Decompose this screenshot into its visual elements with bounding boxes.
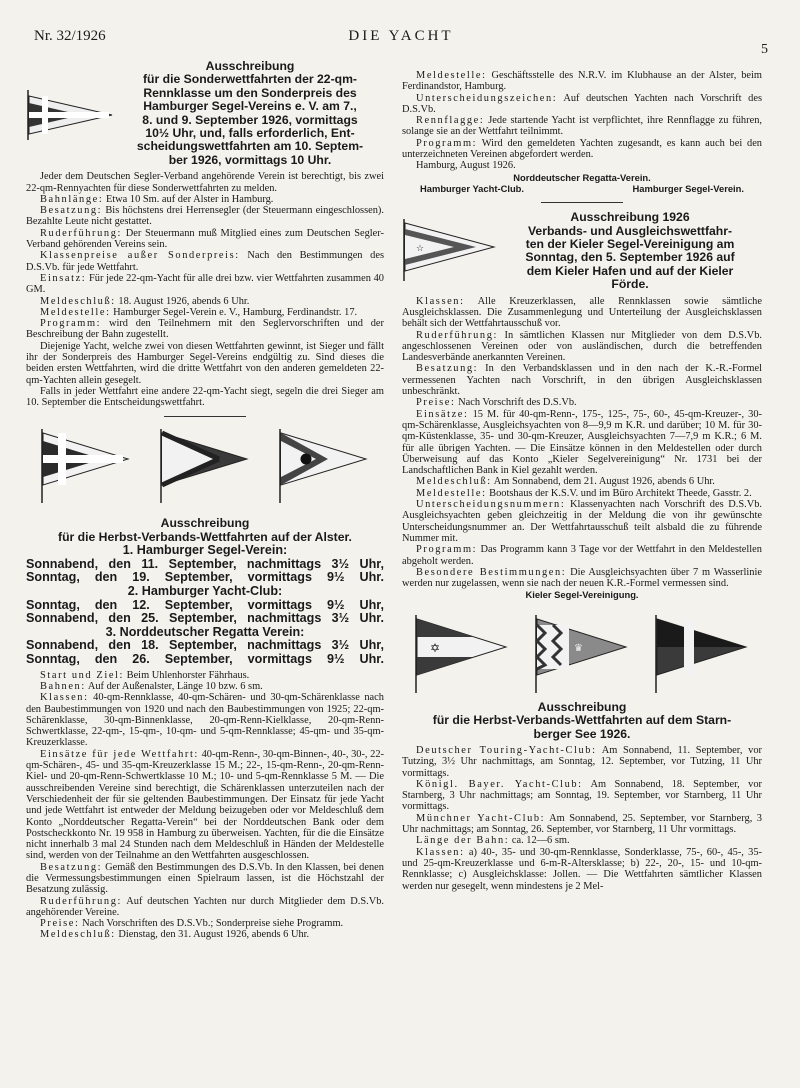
item-key: Münchner Yacht-Club: xyxy=(416,812,546,824)
item-key: Unterscheidungszeichen: xyxy=(416,92,558,104)
signature-row xyxy=(402,183,762,194)
signature-hsv: Hamburger Segel-Verein. xyxy=(632,182,744,194)
starnberg-heading-l1: für die Herbst-Verbands-Wettfahrten auf dem Starn- xyxy=(432,713,732,728)
r1-date: Hamburg, August 1926. xyxy=(416,160,516,172)
sonderwettfahrten-heading-block xyxy=(26,60,384,167)
item-key: Bahnlänge: xyxy=(40,193,104,205)
r1-item xyxy=(402,115,762,138)
ksv-item xyxy=(402,488,762,499)
sec2-item xyxy=(26,692,384,748)
sec2-item xyxy=(26,862,384,896)
issue-number: Nr. 32/1926 xyxy=(34,28,106,44)
sec2-item xyxy=(26,918,384,929)
sec1-item xyxy=(26,318,384,341)
svg-text:☆: ☆ xyxy=(416,244,425,255)
item-key: Deutscher Touring-Yacht-Club: xyxy=(416,744,597,756)
item-key: Ruderführung: xyxy=(40,895,122,907)
item-value: Auf der Außenalster, Länge 10 bzw. 6 sm. xyxy=(87,680,263,692)
item-key: Programm: xyxy=(40,318,102,330)
sec2-item xyxy=(26,681,384,692)
sec1-heading-l4: 8. und 9. September 1926, vormittags xyxy=(142,112,358,127)
sec1-rules: Diejenige Yacht, welche zwei von diesen Wettfahrten gewinnt, ist Sieger und fällt ihr der Sonderpreis des Hamburger Segel-Vereins endgültig zu. Sind dieses die beiden ersten Wettfahrten, wird die dritte Wettfahrt von den anderen gemeldeten 22-qm-Yachten allein gesegelt. xyxy=(26,340,384,386)
item-value: Etwa 10 Sm. auf der Alster in Hamburg. xyxy=(105,193,274,205)
item-value: 40-qm-Rennklasse, 40-qm-Schären- und 30-qm-Schärenklasse nach den Baubestimmungen von 1920 und nach den Baubestimmungen von 1925; 22-qm-Schärenklasse, 30-qm-Binnenklasse, 20-qm-Renn-Kielklasse, 20-qm-Renn-Schwertklasse, 22-qm-, 15-qm-, 10-qm- und 5-qm-Rennklasse; 45-qm- und 35-qm-Kreuzerklasse. xyxy=(26,692,384,749)
item-value: In den Verbandsklassen und in den nach der K.-R.-Formel vermessenen Yachten nach Vorschrift, in den übrigen Ausgleichsklassen unbeschränkt. xyxy=(402,363,762,398)
item-value: Die Ausgleichsyachten über 7 m Wasserlinie werden nur zugelassen, wenn sie nach der neuen K.R.-Formel vermessen sind. xyxy=(402,566,762,590)
starnberg-item xyxy=(402,813,762,836)
item-key: Besatzung: xyxy=(40,861,103,873)
starnberg-heading-l2: berger See 1926. xyxy=(533,726,631,741)
sec1-item xyxy=(26,307,384,318)
ksv-burgee-icon xyxy=(402,219,498,281)
ksv-item xyxy=(402,363,762,397)
item-key: Klassen: xyxy=(40,692,89,704)
ksv-item xyxy=(402,330,762,364)
left-column xyxy=(26,60,384,941)
item-value: ca. 12—6 sm. xyxy=(511,835,570,847)
divider xyxy=(541,202,623,203)
item-key: Ruderführung: xyxy=(40,227,122,239)
item-value: Dienstag, den 31. August 1926, abends 6 Uhr. xyxy=(118,929,310,941)
ksv-heading-text xyxy=(498,211,762,291)
item-key: Start und Ziel: xyxy=(40,669,125,681)
item-value: Für jede 22-qm-Yacht für alle drei bzw. vier Wettfahrten zusammen 40 GM. xyxy=(26,272,384,296)
item-key: Preise: xyxy=(40,918,80,930)
starnberg-item xyxy=(402,745,762,779)
hsv-burgee-icon xyxy=(40,429,132,503)
item-value: Am Sonnabend, 11. September, vor Tutzing, 3½ Uhr nachmittags, am Sonntag, 12. September, vor Tutzing, 11 Uhr vormittags. xyxy=(402,744,762,779)
ksv-heading-block xyxy=(402,211,762,291)
item-key: Klassenpreise außer Sonderpreis: xyxy=(40,250,240,262)
dtyc-burgee-icon xyxy=(414,615,510,693)
item-value: Geschäftsstelle des N.R.V. im Klubhause an der Alster, beim Ferdinandstor, Hamburg. xyxy=(402,70,762,93)
hsv-burgee-flag-icon xyxy=(26,90,116,140)
ksv-heading-l2: ten der Kieler Segel-Vereinigung am xyxy=(525,237,735,252)
sched-date: Sonntag, den 12. September, vormittags 9½ Uhr, xyxy=(26,597,384,612)
ksv-heading-l3: Sonntag, den 5. September 1926 auf xyxy=(525,250,735,265)
ksv-item xyxy=(402,476,762,487)
sec1-item xyxy=(26,205,384,228)
ksv-item xyxy=(402,296,762,330)
item-value: Klassenyachten nach Vorschrift des D.S.Vb. Ausgleichsyachten geben gleichzeitig in der Meldung die von ihr gewünschte Unterscheidungsnummer an. Der Wettfahrtausschuß teilt alsbald die zu führende Nummer mit. xyxy=(402,499,762,544)
item-key: Programm: xyxy=(416,544,478,556)
item-value: a) 40-, 35- und 30-qm-Rennklasse, Sonderklasse, 75-, 60-, 45-, 35- und 25-qm-Kreuzerklasse und 6-m-R-Altersklasse; b) 22-, 20-, 15- und 10-qm-Rennklasse; c) Ausgleichsklasse: Jollen. — Die Wettfahrten sämtlicher Klassen werden nur gesegelt, wenn mindestens je 2 Mel- xyxy=(402,846,762,892)
item-value: Der Steuermann muß Mitglied eines zum Deutschen Segler-Verband gehörenden Vereins sein. xyxy=(26,227,384,251)
item-key: Meldestelle: xyxy=(416,487,487,499)
item-value: Gemäß den Bestimmungen des D.S.Vb. In den Klassen, bei denen die Vermessungsbestimmungen einen Spielraum lassen, ist die Höchstzahl der Besatzung zulässig. xyxy=(26,861,384,896)
r1-item xyxy=(402,138,762,161)
item-key: Unterscheidungsnummern: xyxy=(416,499,566,511)
ksv-heading-l1: Verbands- und Ausgleichswettfahr- xyxy=(527,223,733,238)
ksv-item xyxy=(402,499,762,544)
item-key: Länge der Bahn: xyxy=(416,835,510,847)
sec2-heading-subtitle: für die Herbst-Verbands-Wettfahrten auf der Alster. xyxy=(58,529,352,544)
sched-date: Sonnabend, den 25. September, nachmittags 3½ Uhr. xyxy=(26,611,384,626)
starnberg-item xyxy=(402,835,762,846)
item-key: Meldestelle: xyxy=(40,306,111,318)
right-column xyxy=(402,70,762,892)
item-key: Königl. Bayer. Yacht-Club: xyxy=(416,778,583,790)
item-key: Klassen: xyxy=(416,295,465,307)
starnberg-item xyxy=(402,847,762,892)
sec1-heading-l6: scheidungswettfahrten am 10. Septem- xyxy=(136,139,364,154)
svg-text:✡: ✡ xyxy=(430,640,441,655)
item-value: Wird den gemeldeten Yachten zugesandt, es kann auch bei den unterzeichneten Vereinen abgefordert werden. xyxy=(402,137,762,161)
sec1-heading-l7: ber 1926, vormittags 10 Uhr. xyxy=(168,152,332,167)
divider xyxy=(164,416,246,417)
sec1-heading-l2: Rennklasse um den Sonderpreis des xyxy=(143,85,357,100)
page-header xyxy=(34,28,768,57)
item-key: Preise: xyxy=(416,397,456,409)
item-key: Programm: xyxy=(416,137,478,149)
item-value: Auf deutschen Yachten nur durch Mitglieder dem D.S.Vb. angehörender Vereine. xyxy=(26,895,384,918)
item-key: Meldestelle: xyxy=(416,70,487,81)
sec2-item xyxy=(26,929,384,940)
signature-hyc: Hamburger Yacht-Club. xyxy=(420,182,525,194)
alster-club-flags xyxy=(26,427,384,503)
hsv-flag-wrap xyxy=(26,60,116,140)
r1-item xyxy=(402,70,762,93)
sec1-heading-l5: 10½ Uhr, und, falls erforderlich, Ent- xyxy=(145,126,355,141)
item-key: Einsätze für jede Wettfahrt: xyxy=(40,748,199,760)
sec1-heading-l1: für die Sonderwettfahrten der 22-qm- xyxy=(143,72,357,87)
ksv-heading-l4: dem Kieler Hafen und auf der Kieler xyxy=(526,263,734,278)
item-value: Alle Kreuzerklassen, alle Rennklassen sowie sämtliche Ausgleichsklassen. Die Zusammenlegung und Unterteilung der Ausgleichsklassen behält sich der Wettfahrtausschuß vor. xyxy=(402,295,762,330)
sec1-item xyxy=(26,250,384,273)
signature-ksv: Kieler Segel-Vereinigung. xyxy=(525,589,639,601)
item-value: Bootshaus der K.S.V. und im Büro Architekt Theede, Gasstr. 2. xyxy=(489,487,752,499)
alster-schedule xyxy=(26,544,384,666)
item-value: Bis höchstens drei Herrensegler (der Steuermann eingeschlossen). Bezahlte Leute nicht gestattet. xyxy=(26,205,384,228)
myc-burgee-icon xyxy=(654,615,750,693)
item-value: Beim Uhlenhorster Fährhaus. xyxy=(126,669,250,681)
sched-date: Sonntag, den 19. September, vormittags 9½ Uhr. xyxy=(26,570,384,585)
item-key: Ruderführung: xyxy=(416,329,498,341)
item-value: 15 M. für 40-qm-Renn-, 175-, 125-, 75-, 60-, 45-qm-Kreuzer-, 30-qm-Schärenklasse, Ausgleichsyachten von 8—9,9 m K.R. und darüber; 10 M. für 30-qm-Küstenklasse, 35- und 30-qm-Kreuzer, Ausgleichsyachten 7—7,9 m K.R.; 6 M. für alle übrigen Yachten. — Die Einsätze können in den Meldestellen oder durch Überweisung auf das Konto „Kieler Segelvereinigung“ Nr. 1731 bei der Landschaftlichen Bank in Kiel gezahlt werden. xyxy=(402,408,762,477)
ksv-flag-wrap xyxy=(402,211,498,281)
item-key: Rennflagge: xyxy=(416,115,485,127)
sec1-item xyxy=(26,194,384,205)
item-key: Meldeschluß: xyxy=(40,295,116,307)
sched-club-2: 2. Hamburger Yacht-Club: xyxy=(127,584,283,599)
sec1-heading-l0: Ausschreibung xyxy=(205,59,295,73)
sec2-item xyxy=(26,670,384,681)
ksv-item xyxy=(402,567,762,590)
ksv-item xyxy=(402,397,762,408)
sec1-item xyxy=(26,273,384,296)
item-key: Meldeschluß: xyxy=(416,476,492,488)
ksv-heading-l0: Ausschreibung 1926 xyxy=(570,210,690,225)
item-key: Besondere Bestimmungen: xyxy=(416,566,567,578)
item-key: Meldeschluß: xyxy=(40,929,116,941)
sonderwettfahrten-heading-text xyxy=(116,60,384,167)
sec2-heading-title: Ausschreibung xyxy=(160,516,250,531)
page-number: 5 xyxy=(761,42,768,57)
item-value: 40-qm-Renn-, 30-qm-Binnen-, 40-, 30-, 22-qm-Schären-, 45- und 35-qm-Kreuzerklasse 15 M.; 22-, 15-qm-Renn-, 20-qm-Renn-Kiel- und 20-qm-Renn-Schwertklasse 10 M.; 10- und 5-qm-Rennklasse 5 M. — Die ausschreibenden Vereine sind berechtigt, die Schärenklassen unterzuteilen nach der Verschiedenheit der für sie geltenden Baubestimmungen. Der Einsatz für jede Yacht und jede Wettfahrt ist entweder der Meldung beizugeben oder vor Meldeschluß dem Konto „Norddeutscher Regatta-Verein“ bei der Norddeutschen Bank oder dem Postscheckkonto Nr. 19 958 in Hamburg zu überweisen. Yachten, für die die Einsätze nicht innerhalb 3 mal 24 Stunden nach dem Meldeschluß in Händen der Meldestelle sind, werden von der Teilnahme an den Wettfahrten ausgeschlossen. xyxy=(26,748,384,862)
starnberg-item xyxy=(402,779,762,813)
item-value: Nach Vorschriften des D.S.Vb.; Sonderpreise siehe Programm. xyxy=(82,918,344,930)
sched-club-1: 1. Hamburger Segel-Verein: xyxy=(122,543,288,558)
item-key: Einsatz: xyxy=(40,272,87,284)
sched-date: Sonnabend, den 18. September, nachmittags 3½ Uhr, xyxy=(26,638,384,653)
item-key: Besatzung: xyxy=(40,205,103,217)
svg-text:♛: ♛ xyxy=(574,642,583,654)
sched-date: Sonntag, den 26. September, vormittags 9½ Uhr. xyxy=(26,652,384,667)
ksv-item xyxy=(402,409,762,477)
sched-date: Sonnabend, den 11. September, nachmittags 3½ Uhr, xyxy=(26,556,384,571)
item-value: Am Sonnabend, 18. September, vor Starnberg, 3 Uhr nachmittags; am Sonntag, 19. September, vor Starnberg, 11 Uhr vormittags. xyxy=(402,778,762,813)
sec1-item xyxy=(26,228,384,251)
journal-title: DIE YACHT xyxy=(348,28,454,44)
item-key: Klassen: xyxy=(416,846,465,858)
item-value: In sämtlichen Klassen nur Mitglieder von dem D.S.Vb. angeschlossenen Vereinen oder von ausländischen, durch die betreffenden Landesverbände anerkannten Vereinen. xyxy=(402,329,762,364)
item-key: Einsätze: xyxy=(416,408,469,420)
item-value: Nach den Bestimmungen des D.S.Vb. für jede Wettfahrt. xyxy=(26,250,384,273)
ksv-heading-l5: Förde. xyxy=(611,277,649,292)
ksv-item xyxy=(402,544,762,567)
sec2-item xyxy=(26,749,384,862)
item-key: Bahnen: xyxy=(40,680,86,692)
sec1-tiebreak: Falls in jeder Wettfahrt eine andere 22-qm-Yacht siegt, segeln die drei Sieger am 10. September die Entscheidungswettfahrt. xyxy=(26,385,384,409)
sec2-item xyxy=(26,896,384,919)
sec1-intro: Jeder dem Deutschen Segler-Verband angehörende Verein ist berechtigt, bis zwei 22-qm-Rennyachten für diese Sonderwettfahrten zu melden. xyxy=(26,171,384,194)
r1-item xyxy=(402,93,762,116)
item-value: Am Sonnabend, 25. September, vor Starnberg, 3 Uhr nachmittags; am Sonntag, 26. September, vor Starnberg, 11 Uhr vormittags. xyxy=(402,812,762,836)
item-value: Das Programm kann 3 Tage vor der Wettfahrt in den Meldestellen abgeholt werden. xyxy=(402,544,762,567)
kbyc-burgee-icon xyxy=(534,615,630,693)
sched-club-3: 3. Norddeutscher Regatta Verein: xyxy=(105,624,305,639)
item-value: Hamburger Segel-Verein e. V., Hamburg, Ferdinandstr. 17. xyxy=(113,306,358,318)
sec1-heading-l3: Hamburger Segel-Vereins e. V. am 7., xyxy=(143,99,357,114)
signature-nrv: Norddeutscher Regatta-Verein. xyxy=(513,171,651,183)
hyc-burgee-icon xyxy=(159,429,251,503)
item-value: Auf deutschen Yachten nach Vorschrift des D.S.Vb. xyxy=(402,92,762,115)
item-value: wird den Teilnehmern mit den Seglervorschriften und der Beschreibung der Bahn zugestellt. xyxy=(26,318,384,341)
item-key: Besatzung: xyxy=(416,363,479,375)
item-value: Am Sonnabend, dem 21. August 1926, abends 6 Uhr. xyxy=(493,476,715,488)
item-value: Jede startende Yacht ist verpflichtet, ihre Rennflagge zu führen, solange sie an der Wettfahrt teilnimmt. xyxy=(402,115,762,138)
nrv-burgee-icon xyxy=(278,429,370,503)
starnberg-heading-l0: Ausschreibung xyxy=(537,699,627,714)
starnberg-club-flags xyxy=(402,611,762,693)
item-value: 18. August 1926, abends 6 Uhr. xyxy=(118,295,250,307)
item-value: Nach Vorschrift des D.S.Vb. xyxy=(458,397,577,409)
sec1-item xyxy=(26,296,384,307)
